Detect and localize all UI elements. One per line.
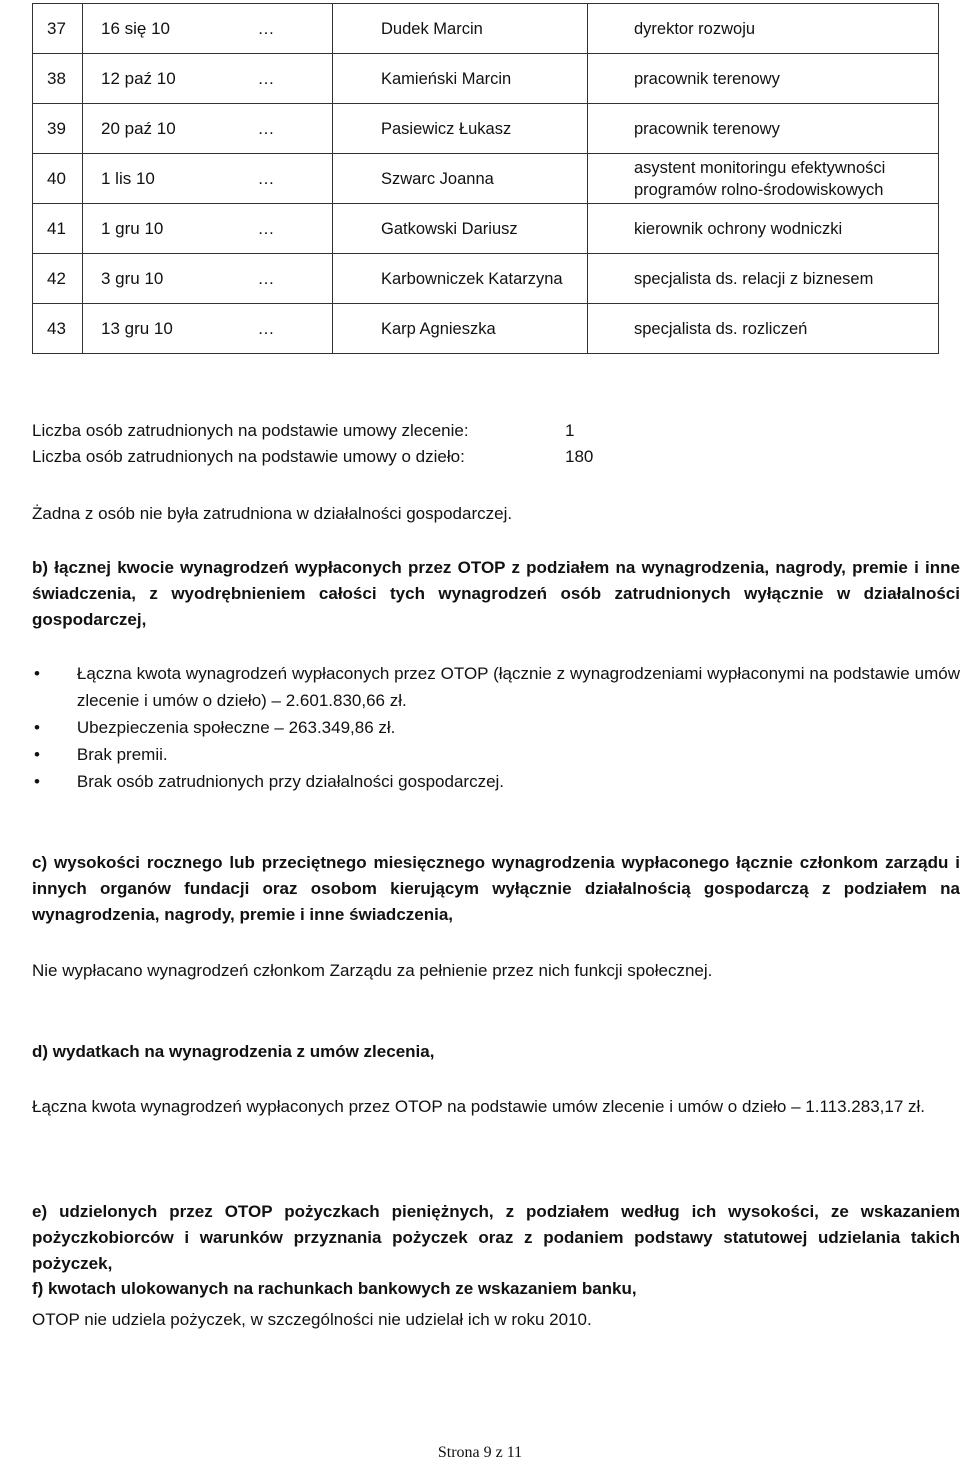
bullet-item (32, 741, 960, 768)
position-cell: kierownik ochrony wodniczki (588, 204, 939, 254)
start-date: 13 gru 10 (101, 318, 173, 338)
position-cell: asystent monitoringu efektywności programów rolno-środowiskowych (588, 154, 939, 204)
employee-table-body (33, 4, 939, 354)
table-row (33, 104, 939, 154)
section-b-bullet-list (32, 660, 960, 795)
section-c-text: Nie wypłacano wynagrodzeń członkom Zarządu za pełnienie przez nich funkcji społecznej. (32, 961, 713, 980)
table-row (33, 54, 939, 104)
start-date: 16 się 10 (101, 18, 170, 38)
start-date: 3 gru 10 (101, 268, 164, 288)
section-e-text: OTOP nie udziela pożyczek, w szczególności nie udzielał ich w roku 2010. (32, 1310, 592, 1329)
date-cell-content (83, 68, 332, 90)
start-date: 12 paź 10 (101, 68, 176, 88)
bullet-icon: • (34, 664, 40, 683)
start-date-cell (83, 304, 333, 354)
table-row (33, 204, 939, 254)
start-date-cell (83, 104, 333, 154)
bullet-item (32, 660, 960, 714)
start-date-cell (83, 4, 333, 54)
mandate-count-label: Liczba osób zatrudnionych na podstawie umowy zlecenie: (32, 421, 469, 440)
end-date-ellipsis: … (257, 268, 275, 288)
bullet-text: Łączna kwota wynagrodzeń wypłaconych przez OTOP (łącznie z wynagrodzeniami wypłaconymi na podstawie umów zlecenie i umów o dzieło) – 2.601.830,66 zł. (76, 664, 960, 710)
row-number-cell: 42 (33, 254, 83, 304)
table-row (33, 254, 939, 304)
bullet-text: Ubezpieczenia społeczne – 263.349,86 zł. (76, 718, 396, 737)
start-date-cell (83, 154, 333, 204)
position-cell: specjalista ds. rozliczeń (588, 304, 939, 354)
bullet-text: Brak osób zatrudnionych przy działalności gospodarczej. (76, 772, 505, 791)
section-f-heading: f) kwotach ulokowanych na rachunkach bankowych ze wskazaniem banku, (32, 1279, 637, 1298)
row-number-cell: 43 (33, 304, 83, 354)
work-count-row (32, 444, 593, 470)
start-date: 1 gru 10 (101, 218, 164, 238)
end-date-ellipsis: … (257, 18, 275, 38)
start-date-cell (83, 254, 333, 304)
end-date-ellipsis: … (257, 118, 275, 138)
mandate-count-row (32, 418, 593, 444)
start-date: 1 lis 10 (101, 168, 155, 188)
row-number-cell: 40 (33, 154, 83, 204)
employee-name-cell: Szwarc Joanna (333, 154, 588, 204)
end-date-ellipsis: … (257, 68, 275, 88)
position-cell: pracownik terenowy (588, 54, 939, 104)
date-cell-content (83, 218, 332, 240)
row-number-cell: 37 (33, 4, 83, 54)
employee-name-cell: Gatkowski Dariusz (333, 204, 588, 254)
section-c-heading: c) wysokości rocznego lub przeciętnego miesięcznego wynagrodzenia wypłaconego łącznie członkom zarządu i innych organów fundacji oraz osobom kierującym wyłącznie działalnością gospodarczą z podziałem na wynagrodzenia, nagrody, premie i inne świadczenia, (32, 853, 960, 924)
section-d-heading: d) wydatkach na wynagrodzenia z umów zlecenia, (32, 1042, 435, 1061)
start-date-cell (83, 204, 333, 254)
bullet-text: Brak premii. (76, 745, 168, 764)
position-cell: specjalista ds. relacji z biznesem (588, 254, 939, 304)
row-number-cell: 41 (33, 204, 83, 254)
employee-name-cell: Karp Agnieszka (333, 304, 588, 354)
date-cell-content (83, 318, 332, 340)
employee-table (32, 3, 939, 354)
work-count-value: 180 (565, 447, 594, 466)
row-number-cell: 39 (33, 104, 83, 154)
bullet-item (32, 768, 960, 795)
section-e-heading: e) udzielonych przez OTOP pożyczkach pieniężnych, z podziałem według ich wysokości, ze wskazaniem pożyczkobiorców i warunków przyznania pożyczek oraz z podaniem podstawy statutowej udzielania takich pożyczek, (32, 1202, 960, 1273)
date-cell-content (83, 118, 332, 140)
work-count-label: Liczba osób zatrudnionych na podstawie umowy o dzieło: (32, 447, 465, 466)
row-number-cell: 38 (33, 54, 83, 104)
end-date-ellipsis: … (257, 318, 275, 338)
no-business-employment-statement: Żadna z osób nie była zatrudniona w działalności gospodarczej. (32, 504, 513, 523)
date-cell-content (83, 168, 332, 190)
section-b-heading: b) łącznej kwocie wynagrodzeń wypłaconych przez OTOP z podziałem na wynagrodzenia, nagrody, premie i inne świadczenia, z wyodrębnieniem całości tych wynagrodzeń osób zatrudnionych wyłącznie w działalności gospodarczej, (32, 558, 960, 629)
date-cell-content (83, 18, 332, 40)
position-cell: dyrektor rozwoju (588, 4, 939, 54)
end-date-ellipsis: … (257, 168, 275, 188)
page-number-footer: Strona 9 z 11 (437, 1444, 523, 1461)
employment-counts (32, 418, 593, 470)
table-row (33, 154, 939, 204)
table-row (33, 304, 939, 354)
position-cell: pracownik terenowy (588, 104, 939, 154)
table-row (33, 4, 939, 54)
section-d-text: Łączna kwota wynagrodzeń wypłaconych przez OTOP na podstawie umów zlecenie i umów o dzieło – 1.113.283,17 zł. (32, 1097, 925, 1116)
start-date-cell (83, 54, 333, 104)
employee-name-cell: Karbowniczek Katarzyna (333, 254, 588, 304)
date-cell-content (83, 268, 332, 290)
bullet-icon: • (34, 718, 40, 737)
employee-name-cell: Dudek Marcin (333, 4, 588, 54)
bullet-icon: • (34, 772, 40, 791)
bullet-icon: • (34, 745, 40, 764)
employee-name-cell: Pasiewicz Łukasz (333, 104, 588, 154)
mandate-count-value: 1 (565, 421, 575, 440)
start-date: 20 paź 10 (101, 118, 176, 138)
end-date-ellipsis: … (257, 218, 275, 238)
employee-name-cell: Kamieński Marcin (333, 54, 588, 104)
bullet-item (32, 714, 960, 741)
